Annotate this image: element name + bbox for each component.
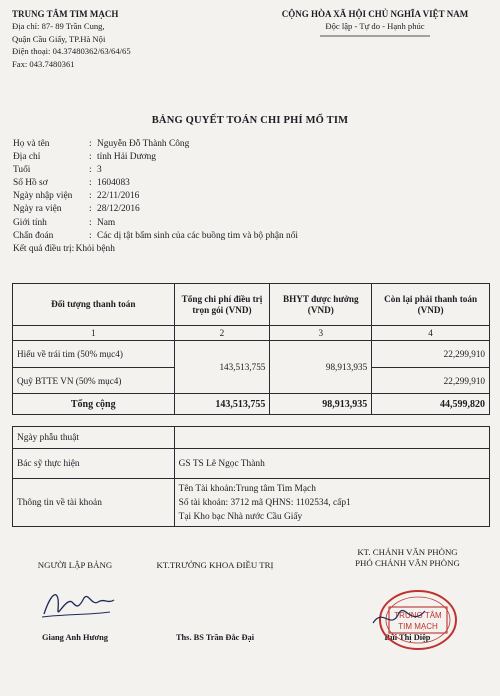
col-number: 4	[372, 326, 490, 341]
col-number: 1	[13, 326, 175, 341]
total-row	[13, 394, 490, 415]
signer-role: NGƯỜI LẬP BẢNG	[37, 560, 113, 570]
signer-role: KT.TRƯỞNG KHOA ĐIỀU TRỊ	[156, 560, 274, 570]
stamp-line2: TIM MẠCH	[398, 622, 438, 631]
info-value-record: 1604083	[97, 178, 130, 189]
info-value-discharge: 28/12/2016	[97, 204, 140, 215]
col-header-remaining: Còn lại phải thanh toán (VND)	[372, 284, 490, 326]
info-value-diagnosis: Các dị tật bẩm sinh của các buồng tim và bộ phận nối	[97, 230, 298, 241]
info-value-admission: 22/11/2016	[97, 191, 140, 202]
col-number: 3	[270, 326, 372, 341]
account-value	[174, 479, 489, 527]
col-number: 2	[174, 326, 270, 341]
info-label: Địa chỉ	[13, 152, 41, 163]
treatment-info-table	[12, 426, 490, 527]
document-title: BẢNG QUYẾT TOÁN CHI PHÍ MỔ TIM	[151, 115, 349, 126]
org-address-line2: Quận Cầu Giấy, TP.Hà Nội	[12, 33, 106, 44]
info-value-address: tỉnh Hải Dương	[97, 152, 156, 163]
info-row-result: Kết quả điều trị : Khỏi bệnh	[13, 243, 298, 256]
info-value-age: 3	[97, 165, 102, 176]
surgery-date-row	[13, 427, 490, 449]
payment-table	[12, 283, 490, 415]
account-line: Số tài khoản: 3712 mã QHNS: 1102534, cấp1	[178, 497, 351, 508]
info-label: Kết quả điều trị	[13, 243, 72, 254]
account-row	[13, 479, 490, 527]
info-row-address: Địa chỉ : tỉnh Hải Dương	[13, 151, 298, 164]
signer-name: Bùi Thị Diệp	[384, 633, 431, 642]
info-label: Số Hồ sơ	[13, 178, 48, 189]
patient-info	[13, 138, 298, 256]
doctor-row	[13, 449, 490, 479]
info-row-record: Số Hồ sơ : 1604083	[13, 177, 298, 190]
org-name: TRUNG TÂM TIM MẠCH	[12, 9, 119, 19]
info-row-gender: Giới tính : Nam	[13, 217, 298, 230]
nation-name: CỘNG HÒA XÃ HỘI CHỦ NGHĨA VIỆT NAM	[281, 9, 469, 19]
total-cost-value: 143,513,755	[174, 394, 270, 415]
total-label: Tổng cộng	[13, 394, 175, 415]
account-line: Tên Tài khoản:Trung tâm Tim Mạch	[178, 483, 316, 494]
merged-insurance-cell: 98,913,935	[270, 341, 372, 394]
org-fax: Fax: 043.7480361	[12, 58, 75, 69]
header-nation	[260, 8, 490, 38]
info-row-age: Tuổi : 3	[13, 164, 298, 177]
info-value-gender: Nam	[97, 217, 116, 228]
info-row-admission: Ngày nhập viện : 22/11/2016	[13, 190, 298, 203]
info-value-result: Khỏi bệnh	[75, 243, 115, 254]
handwritten-signature-icon	[38, 584, 118, 624]
org-phone: Điện thoại: 04.37480362/63/64/65	[12, 46, 131, 57]
info-label: Chẩn đoán	[13, 230, 54, 241]
merged-total-cost-cell: 143,513,755	[174, 341, 270, 394]
signer-role-secondary: PHÓ CHÁNH VĂN PHÒNG	[355, 558, 460, 568]
total-remaining-value: 44,599,820	[372, 394, 490, 415]
info-row-diagnosis: Chẩn đoán : Các dị tật bẩm sinh của các buồng tim và bộ phận nối	[13, 230, 298, 243]
remaining-cell: 22,299,910	[372, 368, 490, 394]
signature-block-preparer	[10, 560, 140, 642]
signer-role: KT. CHÁNH VĂN PHÒNG	[357, 547, 458, 557]
surgery-date-label: Ngày phẫu thuật	[13, 427, 175, 449]
col-header-payer: Đối tượng thanh toán	[13, 284, 175, 326]
doctor-value: GS TS Lê Ngọc Thành	[174, 449, 489, 479]
header-organization	[12, 8, 131, 70]
signature-block-department-head	[140, 560, 290, 642]
payer-cell: Quỹ BTTE VN (50% mục4)	[13, 368, 175, 394]
official-stamp	[375, 585, 461, 660]
col-header-total-cost: Tổng chi phí điều trị trọn gói (VND)	[174, 284, 270, 326]
table-row	[13, 341, 490, 368]
info-value-name: Nguyễn Đỗ Thành Công	[97, 139, 190, 149]
col-number-row	[13, 326, 490, 341]
account-line: Tại Kho bạc Nhà nước Cầu Giấy	[178, 511, 303, 522]
remaining-cell: 22,299,910	[372, 341, 490, 368]
col-header-insurance: BHYT được hưởng (VND)	[270, 284, 372, 326]
info-row-discharge: Ngày ra viện : 28/12/2016	[13, 203, 298, 216]
total-insurance-value: 98,913,935	[270, 394, 372, 415]
surgery-date-value	[174, 427, 489, 449]
payer-cell: Hiếu về trái tim (50% mục4)	[13, 341, 175, 368]
stamp-line1: TRUNG TÂM	[394, 611, 442, 620]
info-label: Giới tính	[13, 217, 47, 228]
org-address-line1: Địa chỉ: 87- 89 Trần Cung,	[12, 21, 105, 32]
doctor-label: Bác sỹ thực hiện	[13, 449, 175, 479]
nation-motto: Độc lập - Tự do - Hạnh phúc	[325, 21, 425, 32]
table-header-row	[13, 284, 490, 326]
signer-name: Ths. BS Trần Đắc Đại	[175, 633, 255, 642]
info-label: Ngày nhập viện	[13, 191, 73, 202]
info-label: Họ và tên	[13, 139, 50, 149]
info-label: Ngày ra viện	[13, 204, 62, 215]
signer-name: Giang Anh Hương	[42, 633, 108, 642]
account-label: Thông tin về tài khoản	[13, 479, 175, 527]
info-label: Tuổi	[13, 165, 31, 176]
stamp-signature-icon	[369, 603, 429, 633]
motto-underline	[320, 34, 430, 38]
info-row-name: Họ và tên : Nguyễn Đỗ Thành Công	[13, 138, 298, 151]
